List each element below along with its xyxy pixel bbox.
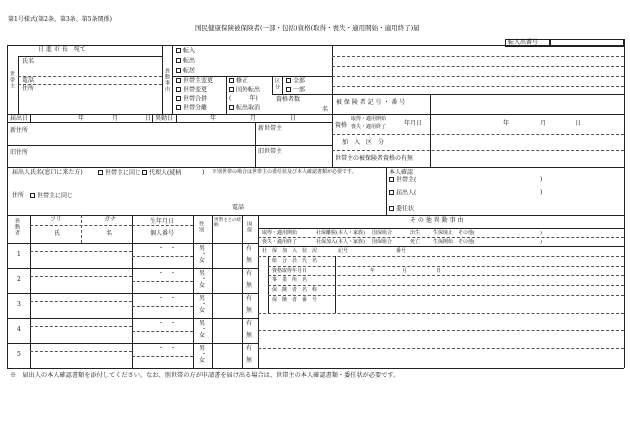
sex-dot: ・ <box>201 251 208 258</box>
reason-hh-merge[interactable]: 世帯合併 <box>176 96 207 103</box>
receipt-no-label: 転入出番号 <box>508 39 539 46</box>
rg4 <box>332 86 624 87</box>
or-d1 <box>268 266 624 267</box>
or-r1-welfare[interactable]: 生保廃止 <box>433 230 454 236</box>
col-birth: 生年月日 <box>150 218 175 225</box>
old-address-label: 旧住所 <box>10 149 29 156</box>
receipt-no-field[interactable] <box>550 39 624 47</box>
col-changer: 異動者 <box>14 218 20 236</box>
or-acq-m: 月 <box>402 268 408 274</box>
sex-female[interactable]: 女 <box>199 357 206 364</box>
r1-bd <box>132 256 193 257</box>
rg1 <box>332 56 624 57</box>
hh-top <box>18 56 162 57</box>
outer-left <box>7 45 8 368</box>
r4b <box>7 343 258 344</box>
t-c4 <box>212 215 213 368</box>
or-d5 <box>258 313 624 314</box>
sex-dot: ・ <box>201 351 208 358</box>
col-relation: 世帯主との続柄 <box>214 218 241 228</box>
col-national: 国保 <box>246 221 252 233</box>
cm-right <box>172 45 173 114</box>
or-h2 <box>258 237 624 238</box>
sex-dot: ・ <box>201 301 208 308</box>
nat-no[interactable]: 無 <box>246 257 253 264</box>
cat-left <box>272 76 273 94</box>
right-block-left <box>332 45 333 167</box>
or-r1-close: ) <box>540 230 542 236</box>
footnote: ※ 届出人の本人確認書類を添付してください。なお、別世帯の方が申請書を届け出る場合は、世帯主の本人確認書類・委任状が必要です。 <box>10 372 400 379</box>
col-furi: フリ <box>50 216 62 223</box>
or-detail-office: 事 業 所 名 <box>272 277 308 283</box>
or-detail-name: 組 合 員 氏 名 <box>272 258 318 264</box>
new-hh-label: 新世帯主 <box>258 125 283 132</box>
change-d: 日 <box>290 115 297 122</box>
or-r2-welfare[interactable]: 生保開始 <box>433 239 454 245</box>
cat-right <box>282 76 283 94</box>
identity-label: 本人確認 <box>389 169 414 176</box>
ins-status-label: 社 保 加 入 状 況 <box>262 248 318 254</box>
cd-div <box>176 114 177 122</box>
reason-transfer-out[interactable]: 転出 <box>176 58 195 65</box>
or-d2 <box>268 275 624 276</box>
r3b <box>7 318 258 319</box>
insured-no-label: 被 保 険 者 記 号 ・ 番 号 <box>336 99 406 106</box>
or-r1-other[interactable]: その他( <box>458 230 475 236</box>
identity-hh-close: ) <box>540 176 543 183</box>
thead-bottom <box>7 243 258 244</box>
category-all[interactable]: 全部 <box>286 78 305 85</box>
cm-left <box>162 45 163 114</box>
birth-dots: ・ ・ <box>158 270 177 277</box>
nat-yes[interactable]: 有 <box>246 295 253 302</box>
reason-cancel[interactable]: 転出取消 <box>229 105 260 112</box>
sex-male[interactable]: 男 <box>199 245 206 252</box>
or-r1-birth[interactable]: 出生 <box>410 230 421 236</box>
submitter-same[interactable]: 世帯主に同じ <box>98 170 141 177</box>
reason-hh-change[interactable]: 世帯主変更 <box>176 78 213 85</box>
sex-female[interactable]: 女 <box>199 307 206 314</box>
category-part[interactable]: 一部 <box>286 87 305 94</box>
reason-correction[interactable]: 修正 <box>229 78 248 85</box>
insured-count-unit: 名 <box>322 106 329 113</box>
furi-line <box>30 225 132 226</box>
nat-yes[interactable]: 有 <box>246 345 253 352</box>
form-id: 第1号様式(第2条、第3条、第5条関係) <box>8 16 112 23</box>
submit-d: 日 <box>145 115 152 122</box>
t-c3 <box>193 215 194 368</box>
r4-bd <box>132 331 193 332</box>
identity-left <box>386 167 387 215</box>
or-d4 <box>268 295 624 296</box>
r5-kana <box>30 351 132 352</box>
or-acq-d: 日 <box>436 268 442 274</box>
addressee: 日 進 市 長 宛て <box>38 46 86 53</box>
or-h3 <box>258 246 624 247</box>
rg3 <box>332 76 624 77</box>
or-r1-social[interactable]: 社保離脱(本人・家族) <box>316 230 365 236</box>
t-c1 <box>30 215 31 368</box>
qual-label: 資格 <box>335 122 348 129</box>
qual-y: 年 <box>503 120 510 127</box>
change-date-label: 異動日 <box>155 115 174 122</box>
col-shi: 氏 <box>54 230 61 237</box>
submitter-addr-same[interactable]: 世帯主に同じ <box>30 193 73 200</box>
r4-kana <box>30 326 132 327</box>
insno-div <box>430 94 431 114</box>
col-mei: 名 <box>106 230 113 237</box>
qual-ymd: 年月日 <box>404 120 423 127</box>
reasons-mid-line <box>172 76 332 77</box>
r1b <box>7 268 258 269</box>
nat-no[interactable]: 無 <box>246 282 253 289</box>
row-num: 5 <box>17 351 21 358</box>
or-d3 <box>268 285 624 286</box>
or-r2-death[interactable]: 死亡 <box>410 239 421 245</box>
row-122 <box>7 122 332 123</box>
or-r2-social[interactable]: 社保加入(本人・家族) <box>316 239 365 245</box>
birth-dots: ・ ・ <box>158 345 177 352</box>
reason-year: ( 年) <box>229 95 258 102</box>
r2-bd <box>132 281 193 282</box>
r2b <box>7 293 258 294</box>
or-r1-type: 取得・適用開始 <box>262 230 298 236</box>
nat-yes[interactable]: 有 <box>246 270 253 277</box>
row-145 <box>7 145 332 146</box>
hh-divider <box>18 56 19 114</box>
nat-no[interactable]: 無 <box>246 332 253 339</box>
sex-male[interactable]: 男 <box>199 320 206 327</box>
t-c5 <box>242 215 243 368</box>
new-address-label: 新住所 <box>10 127 29 134</box>
old-hh-label: 旧世帯主 <box>258 148 283 155</box>
r3-bd <box>132 306 193 307</box>
row-114 <box>7 114 624 115</box>
change-m: 月 <box>250 115 257 122</box>
reason-hh-modify[interactable]: 世帯変更 <box>176 87 207 94</box>
or-h1 <box>258 228 624 229</box>
or-detail-acq: 資格取得年月日 <box>272 268 308 274</box>
insured-count-label: 資格者数 <box>276 96 301 103</box>
hh-sep2 <box>18 84 162 85</box>
change-y: 年 <box>210 115 217 122</box>
row-167 <box>7 167 624 168</box>
submit-y: 年 <box>78 115 85 122</box>
row-num: 4 <box>17 326 21 333</box>
row-215 <box>7 215 624 216</box>
form-title: 国民健康保険被保険者(一部・包括)資格(取得・喪失・適用開始・適用終了)届 <box>195 24 420 32</box>
identity-hh[interactable]: 世帯主( <box>389 177 416 184</box>
reason-hh-split[interactable]: 世帯分離 <box>176 105 207 112</box>
sex-dot: ・ <box>201 326 208 333</box>
submit-m: 月 <box>112 115 119 122</box>
submitter-phone-label: 電話 <box>232 204 245 211</box>
qual-bot <box>332 134 624 135</box>
or-r2-close: ) <box>540 239 542 245</box>
col-indiv: 個人番号 <box>150 230 175 237</box>
reason-col-div <box>226 76 227 114</box>
r2-kana <box>30 276 132 277</box>
submitter-note: ※別世帯の場合は世帯主の委任状及び本人確認書類が必要です。 <box>212 169 357 175</box>
row-num: 1 <box>17 251 21 258</box>
identity-subm-close: ) <box>540 189 543 196</box>
or-detail-insurer: 保 険 者 名 称 <box>272 287 318 293</box>
submitter-label: 届出人氏名(窓口に来た方) <box>12 169 83 176</box>
category-label: 区分 <box>274 78 280 90</box>
ins-kigo: 記号 <box>338 248 349 254</box>
sex-male[interactable]: 男 <box>199 270 206 277</box>
row-num: 3 <box>17 301 21 308</box>
qual-div <box>430 114 431 167</box>
or-acq-y: 年 <box>370 268 376 274</box>
reason-abroad[interactable]: 国外転出 <box>229 87 260 94</box>
sex-female[interactable]: 女 <box>199 332 206 339</box>
sex-male[interactable]: 男 <box>199 345 206 352</box>
col-gana: ガナ <box>104 216 117 223</box>
qual-l1: 取得・適用開始 <box>351 116 387 122</box>
submitter-paren: ) <box>202 169 205 176</box>
nat-no[interactable]: 無 <box>246 307 253 314</box>
reason-transfer-in[interactable]: 転入 <box>176 48 195 55</box>
sex-female[interactable]: 女 <box>199 257 206 264</box>
ins-bango: 番号 <box>396 248 407 254</box>
or-d6 <box>258 330 624 331</box>
hh-qual-label: 世帯主の被保険者資格の有無 <box>335 155 414 162</box>
or-r2-union[interactable]: 国保組合 <box>372 239 393 245</box>
nat-no[interactable]: 無 <box>246 357 253 364</box>
t-c2 <box>132 215 133 368</box>
other-reasons-title: そ の 他 異 動 事 由 <box>410 217 464 224</box>
hh-address-label: 住所 <box>22 85 35 92</box>
birth-line <box>132 225 193 226</box>
identity-submitter[interactable]: 届出人( <box>389 190 416 197</box>
or-h4 <box>258 256 624 257</box>
t-name-split <box>81 215 82 243</box>
sd-end <box>152 114 153 122</box>
qual-d: 日 <box>575 120 582 127</box>
change-matter-label: 異動事由 <box>164 68 170 92</box>
cat-bottom <box>272 94 332 95</box>
joining-category: 加 入 区 分 <box>342 139 385 146</box>
or-r2-type: 喪失・適用終了 <box>262 239 298 245</box>
sex-male[interactable]: 男 <box>199 295 206 302</box>
rg5 <box>332 94 624 95</box>
outer-right <box>624 39 625 368</box>
hh-name-label: 氏名 <box>22 58 35 65</box>
join-bot <box>332 150 624 151</box>
birth-dots: ・ ・ <box>158 320 177 327</box>
nat-yes[interactable]: 有 <box>246 320 253 327</box>
hh-phone-label: 電話 <box>22 77 35 84</box>
sex-female[interactable]: 女 <box>199 282 206 289</box>
qual-l2: 喪失・適用終了 <box>351 124 387 130</box>
submitter-address-label: 住所 <box>12 192 25 199</box>
sd-div <box>30 114 31 122</box>
householder-label: 世帯主 <box>9 71 15 89</box>
or-r1-union[interactable]: 国保組合 <box>372 230 393 236</box>
row-num: 2 <box>17 276 21 283</box>
rg2 <box>332 66 624 67</box>
table-bottom <box>7 368 624 369</box>
col-sex: 性別 <box>198 221 204 233</box>
submit-date-label: 届出日 <box>10 115 29 122</box>
submitter-proxy[interactable]: 代理人(続柄 <box>142 170 181 177</box>
r1-kana <box>30 251 132 252</box>
reason-move[interactable]: 転居 <box>176 68 195 75</box>
or-detail-insurer-no: 保 険 者 番 号 <box>272 297 318 303</box>
nat-yes[interactable]: 有 <box>246 245 253 252</box>
sex-dot: ・ <box>201 276 208 283</box>
qual-m: 月 <box>540 120 547 127</box>
r3-kana <box>30 301 132 302</box>
birth-dots: ・ ・ <box>158 295 177 302</box>
or-d7 <box>258 348 624 349</box>
hh-sep1 <box>18 76 162 77</box>
or-r2-other[interactable]: その他( <box>458 239 475 245</box>
birth-dots: ・ ・ <box>158 245 177 252</box>
identity-proxy[interactable]: 委任状 <box>389 206 414 213</box>
r5-bd <box>132 356 193 357</box>
